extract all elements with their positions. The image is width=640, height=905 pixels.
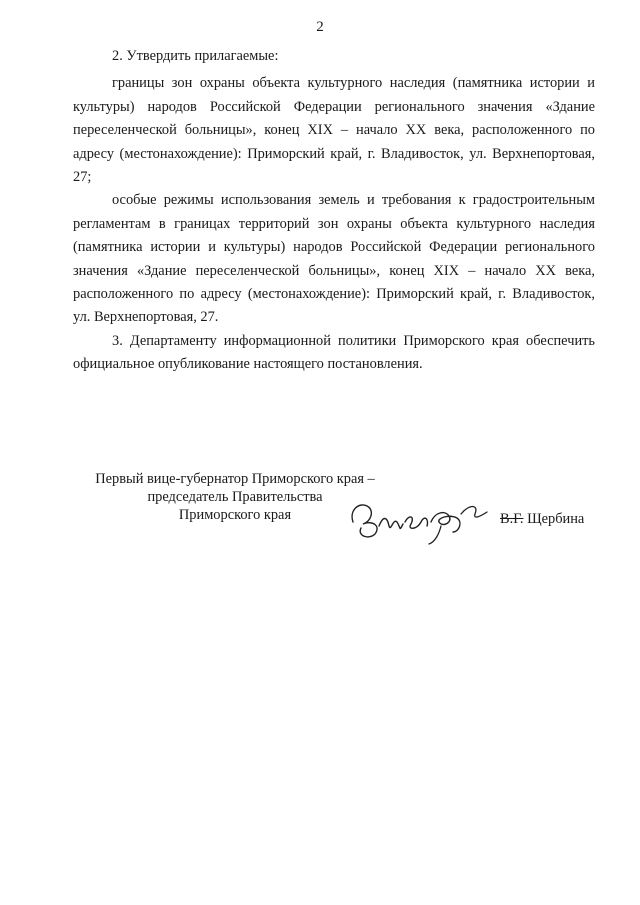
signer-title-line-2: председатель Правительства — [147, 489, 323, 505]
signer-title-line-1: Первый вице-губернатор Приморского края – — [95, 471, 375, 487]
signer-name — [500, 510, 584, 528]
page-number: 2 — [316, 19, 324, 35]
signer-title-line-3: Приморского края — [178, 507, 292, 523]
handwritten-signature — [345, 492, 495, 547]
signer-surname: Щербина — [523, 511, 585, 527]
signature-block — [0, 470, 640, 560]
item-2-paragraph-2: особые режимы использования земель и требования к градостроительным регламентам в границах территорий зон охраны объекта культурного наследия (памятника истории и культуры) народов Российской Федерации регионального значения «Здание переселенческой больницы», конец XIX – начало XX века, расположенного по адресу (местонахождение): Приморский край, г. Владивосток, ул. Верхнепортовая, 27. — [73, 192, 595, 326]
item-3-paragraph: 3. Департаменту информационной политики Приморского края обеспечить официальное опубликование настоящего постановления. — [73, 332, 595, 373]
signer-initials: В.Г. — [500, 511, 524, 527]
item-2-title: 2. Утвердить прилагаемые: — [112, 48, 279, 64]
document-body — [73, 45, 595, 377]
item-2-paragraph-1: границы зон охраны объекта культурного наследия (памятника истории и культуры) народов Российской Федерации регионального значения «Здание переселенческой больницы», конец XIX – начало XX века, расположенного по адресу (местонахождение): Приморский край, г. Владивосток, ул. Верхнепортовая, 27; — [73, 75, 595, 186]
